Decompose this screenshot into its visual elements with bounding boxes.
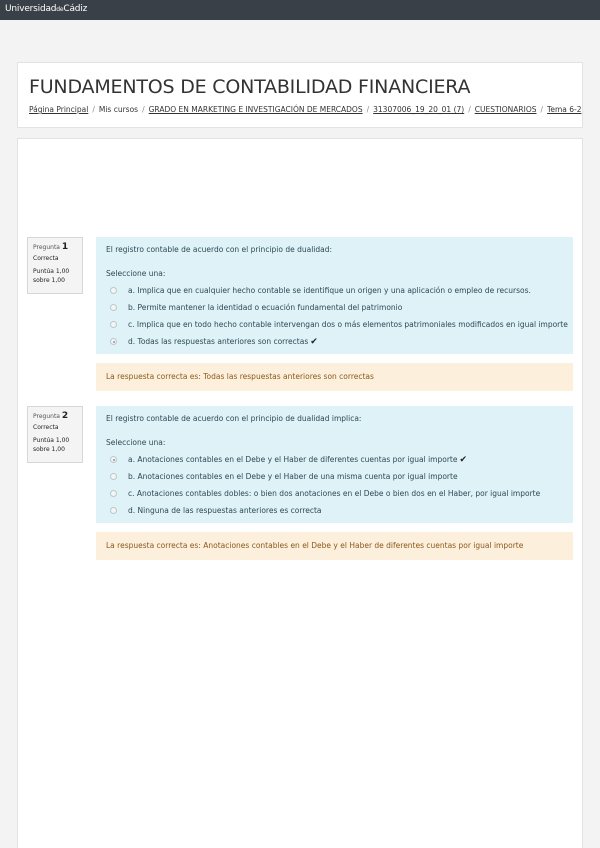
grade-line: sobre 1,00: [33, 446, 65, 453]
page-title: FUNDAMENTOS DE CONTABILIDAD FINANCIERA: [29, 76, 471, 98]
question-text: El registro contable de acuerdo con el principio de dualidad implica:: [106, 414, 362, 423]
radio-icon[interactable]: [110, 507, 117, 514]
answer-option[interactable]: [106, 282, 563, 299]
question-text: El registro contable de acuerdo con el principio de dualidad:: [106, 245, 333, 254]
grade-line: Puntúa 1,00: [33, 437, 70, 444]
answer-option-selected[interactable]: [106, 333, 563, 350]
option-label: d. Ninguna de las respuestas anteriores es correcta: [128, 506, 322, 515]
answer-option-selected[interactable]: [106, 451, 563, 468]
quiz-review-region: [17, 138, 583, 848]
question-number-value: 1: [61, 242, 69, 252]
breadcrumb: [29, 105, 582, 114]
breadcrumb-separator: /: [92, 105, 95, 114]
check-icon: ✔: [459, 455, 468, 465]
top-navbar: [0, 0, 600, 20]
question-label: Pregunta: [33, 244, 60, 251]
question-grade: [33, 436, 77, 454]
radio-icon[interactable]: [110, 456, 117, 463]
breadcrumb-my-courses: Mis cursos: [98, 105, 139, 114]
question-number-value: 2: [61, 411, 69, 421]
question-info: [27, 237, 83, 294]
breadcrumb-separator: /: [468, 105, 471, 114]
option-label: a. Anotaciones contables en el Debe y el Haber de diferentes cuentas por igual importe: [128, 455, 458, 464]
question-label: Pregunta: [33, 413, 60, 420]
option-label: b. Permite mantener la identidad o ecuación fundamental del patrimonio: [128, 303, 403, 312]
breadcrumb-separator: /: [366, 105, 370, 114]
answer-prompt: Seleccione una:: [106, 438, 166, 447]
correct-answer-feedback: La respuesta correcta es: Anotaciones contables en el Debe y el Haber de diferentes cuentas por igual importe: [96, 532, 573, 560]
radio-icon[interactable]: [110, 321, 117, 328]
correct-answer-feedback: La respuesta correcta es: Todas las respuestas anteriores son correctas: [96, 363, 573, 391]
answer-option[interactable]: [106, 485, 563, 502]
breadcrumb-separator: /: [540, 105, 544, 114]
question-formulation: [96, 237, 573, 354]
breadcrumb-course[interactable]: 31307006_19_20_01 (7): [373, 105, 465, 114]
radio-icon[interactable]: [110, 287, 117, 294]
grade-line: sobre 1,00: [33, 277, 65, 284]
question-state: Correcta: [33, 255, 59, 262]
radio-icon[interactable]: [110, 338, 117, 345]
brand-suffix: Cádiz: [63, 4, 88, 14]
answer-options: [106, 451, 563, 519]
answer-option[interactable]: [106, 468, 563, 485]
radio-icon[interactable]: [110, 473, 117, 480]
answer-prompt: Seleccione una:: [106, 269, 166, 278]
option-label: c. Implica que en todo hecho contable intervengan dos o más elementos patrimoniales modificados en igual importe: [128, 320, 568, 329]
breadcrumb-separator: /: [142, 105, 145, 114]
option-label: c. Anotaciones contables dobles: o bien dos anotaciones en el Debe o bien dos en el Haber, por igual importe: [128, 489, 541, 498]
brand-small: de: [56, 6, 64, 13]
question-number: [33, 411, 77, 421]
grade-line: Puntúa 1,00: [33, 268, 70, 275]
check-icon: ✔: [310, 337, 318, 347]
radio-icon[interactable]: [110, 304, 117, 311]
question-state: Correcta: [33, 424, 59, 431]
option-label: b. Anotaciones contables en el Debe y el Haber de una misma cuenta por igual importe: [128, 472, 458, 481]
answer-option[interactable]: [106, 299, 563, 316]
question-formulation: [96, 406, 573, 523]
question-grade: [33, 267, 77, 285]
question-number: [33, 242, 77, 252]
answer-option[interactable]: [106, 316, 568, 333]
question-info: [27, 406, 83, 463]
university-logo[interactable]: [5, 4, 87, 14]
option-label: a. Implica que en cualquier hecho contable se identifique un origen y una aplicación o empleo de recursos.: [128, 286, 531, 295]
radio-icon[interactable]: [110, 490, 117, 497]
breadcrumb-quiz[interactable]: Tema 6-2: [547, 105, 582, 114]
page-header: [17, 62, 583, 128]
breadcrumb-section[interactable]: CUESTIONARIOS: [474, 105, 537, 114]
option-label: d. Todas las respuestas anteriores son correctas: [128, 337, 309, 346]
brand-prefix: Universidad: [5, 4, 57, 14]
answer-option[interactable]: [106, 502, 563, 519]
breadcrumb-home[interactable]: Página Principal: [29, 105, 89, 114]
answer-options: [106, 282, 568, 350]
breadcrumb-degree[interactable]: GRADO EN MARKETING E INVESTIGACIÓN DE MERCADOS: [148, 105, 363, 114]
